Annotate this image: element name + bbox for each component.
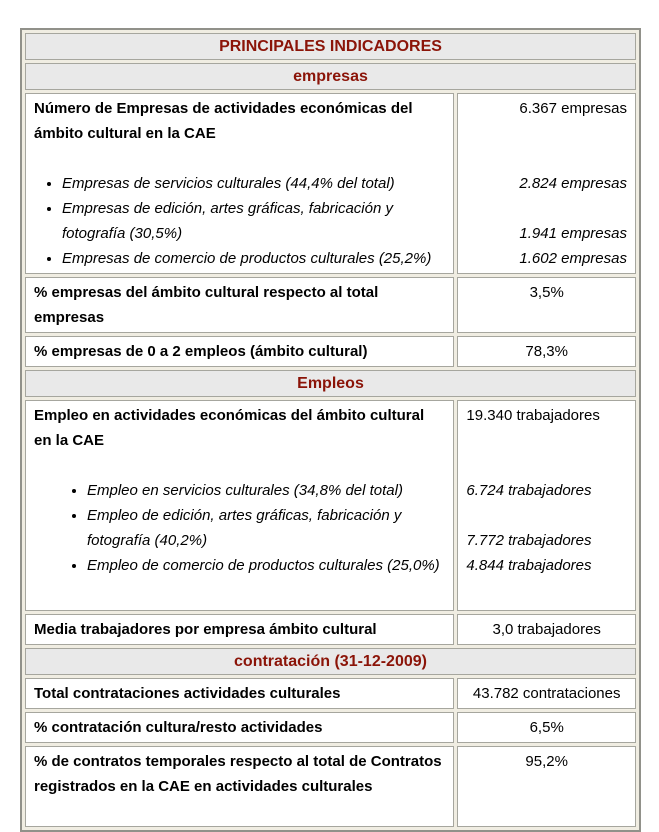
empleos-bullet-list bbox=[34, 478, 445, 578]
indicators-table bbox=[20, 28, 641, 832]
empleos-bullet3-value: 4.844 trabajadores bbox=[466, 557, 592, 574]
table-row bbox=[25, 277, 636, 333]
pct-contratacion-label-cell: % contratación cultura/resto actividades bbox=[25, 712, 454, 743]
empleos-bullet1-value: 6.724 trabajadores bbox=[466, 482, 592, 499]
empresas-bullet-list bbox=[34, 171, 445, 271]
table-row bbox=[25, 93, 636, 274]
pct-contratacion-value-cell: 6,5% bbox=[457, 712, 636, 743]
pct-total-label-cell bbox=[25, 277, 454, 333]
table-row bbox=[25, 614, 636, 645]
bullet-text: Empresas de edición, artes gráficas, fabricación y bbox=[62, 200, 393, 217]
empleos-main-label: Empleo en actividades económicas del ámbito cultural en la CAE bbox=[34, 407, 425, 449]
table-row bbox=[25, 712, 636, 743]
pct-temporales-value-cell: 95,2% bbox=[457, 746, 636, 827]
total-contrataciones-value-cell: 43.782 contrataciones bbox=[457, 678, 636, 709]
bullet-text: fotografía (40,2%) bbox=[87, 532, 208, 549]
pct-small-label-cell: % empresas de 0 a 2 empleos (ámbito cultural) bbox=[25, 336, 454, 367]
section-header-empleos: Empleos bbox=[25, 370, 636, 397]
empleos-bullet2-value: 7.772 trabajadores bbox=[466, 532, 592, 549]
bullet-item bbox=[62, 171, 445, 196]
spacer bbox=[466, 453, 627, 478]
spacer bbox=[34, 453, 445, 478]
table-row bbox=[25, 746, 636, 827]
section-header-empresas: empresas bbox=[25, 63, 636, 90]
pct-total-value-cell: 3,5% bbox=[457, 277, 636, 333]
bullet-item bbox=[62, 246, 445, 271]
pct-temporales-label: % de contratos temporales respecto al total de Contratos registrados en la CAE en actividades culturales bbox=[34, 753, 442, 795]
spacer bbox=[466, 428, 627, 453]
empleos-block-label-cell bbox=[25, 400, 454, 611]
total-contrataciones-label-cell: Total contrataciones actividades culturales bbox=[25, 678, 454, 709]
bullet-item bbox=[87, 478, 445, 503]
empresas-bullet3-value: 1.602 empresas bbox=[519, 250, 627, 267]
empleos-block-value-cell bbox=[457, 400, 636, 611]
bullet-text: Empleo de comercio de productos culturales (25,0%) bbox=[87, 557, 440, 574]
pct-total-label: % empresas del ámbito cultural respecto al total empresas bbox=[34, 284, 379, 326]
table-row bbox=[25, 370, 636, 397]
spacer bbox=[34, 146, 445, 171]
section-header-contratacion: contratación (31-12-2009) bbox=[25, 648, 636, 675]
bullet-text: Empleo en servicios culturales (34,8% del total) bbox=[87, 482, 403, 499]
table-title: PRINCIPALES INDICADORES bbox=[25, 33, 636, 60]
spacer bbox=[466, 503, 627, 528]
pct-temporales-label-cell bbox=[25, 746, 454, 827]
pct-small-value-cell: 78,3% bbox=[457, 336, 636, 367]
empleos-main-value: 19.340 trabajadores bbox=[466, 407, 600, 424]
bullet-text: fotografía (30,5%) bbox=[62, 225, 183, 242]
spacer bbox=[466, 121, 627, 146]
bullet-text: Empresas de comercio de productos culturales (25,2%) bbox=[62, 250, 432, 267]
media-value-cell: 3,0 trabajadores bbox=[457, 614, 636, 645]
bullet-text: Empleo de edición, artes gráficas, fabricación y bbox=[87, 507, 402, 524]
empresas-bullet2-value: 1.941 empresas bbox=[519, 225, 627, 242]
table-row bbox=[25, 33, 636, 60]
table-row bbox=[25, 63, 636, 90]
bullet-item bbox=[87, 503, 445, 553]
bullet-item bbox=[87, 553, 445, 578]
empresas-bullet1-value: 2.824 empresas bbox=[519, 175, 627, 192]
empresas-main-value: 6.367 empresas bbox=[519, 100, 627, 117]
bullet-text: Empresas de servicios culturales (44,4% del total) bbox=[62, 175, 395, 192]
empresas-block-label-cell bbox=[25, 93, 454, 274]
table-row bbox=[25, 678, 636, 709]
media-label-cell: Media trabajadores por empresa ámbito cultural bbox=[25, 614, 454, 645]
empresas-main-label: Número de Empresas de actividades económicas del ámbito cultural en la CAE bbox=[34, 100, 413, 142]
empresas-block-value-cell bbox=[457, 93, 636, 274]
table-row bbox=[25, 336, 636, 367]
spacer bbox=[466, 196, 627, 221]
table-row bbox=[25, 648, 636, 675]
bullet-item bbox=[62, 196, 445, 246]
spacer bbox=[466, 146, 627, 171]
table-row bbox=[25, 400, 636, 611]
